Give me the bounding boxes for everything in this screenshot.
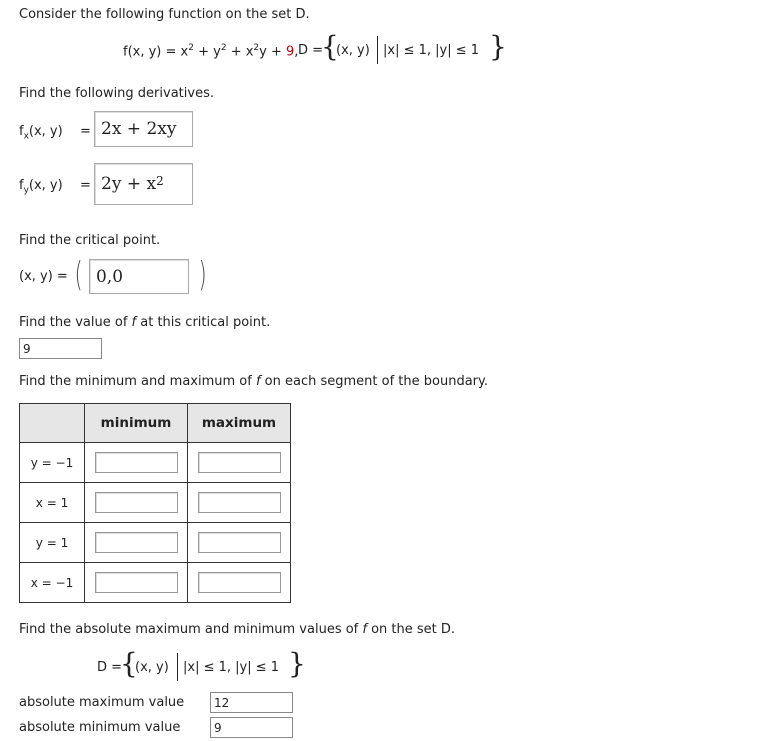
absolute-prompt bbox=[19, 622, 455, 637]
critical-label: (x, y) = bbox=[19, 269, 68, 284]
header-empty bbox=[20, 404, 85, 443]
set2-label: D = bbox=[97, 660, 123, 675]
term-x: x bbox=[180, 44, 189, 60]
fy-equals: = bbox=[80, 178, 91, 193]
fx-f: f bbox=[19, 124, 24, 139]
exp-2: 2 bbox=[220, 43, 227, 53]
fy-answer-base: 2y + x bbox=[101, 174, 157, 194]
table-row bbox=[20, 563, 291, 603]
min-cell-y-neg1 bbox=[85, 443, 188, 483]
header-minimum: minimum bbox=[85, 404, 188, 443]
abs-max-label: absolute maximum value bbox=[19, 695, 185, 710]
value-prompt-post: at this critical point. bbox=[136, 315, 271, 330]
left-brace: { bbox=[321, 30, 339, 63]
header-maximum: maximum bbox=[188, 404, 291, 443]
fx-label bbox=[19, 124, 63, 142]
max-input-y-neg1[interactable] bbox=[198, 452, 281, 473]
value-prompt-pre: Find the value of bbox=[19, 315, 132, 330]
function-definition bbox=[123, 43, 298, 59]
fx-equals: = bbox=[80, 124, 91, 139]
term-x2: + x bbox=[226, 44, 254, 60]
set2-right-brace: } bbox=[288, 647, 306, 680]
fy-label bbox=[19, 178, 63, 196]
max-input-x-neg1[interactable] bbox=[198, 572, 281, 593]
boundary-prompt-pre: Find the minimum and maximum of bbox=[19, 374, 256, 389]
min-cell-y-1 bbox=[85, 523, 188, 563]
set2-left-brace: { bbox=[120, 647, 138, 680]
exp-3: 2 bbox=[253, 43, 260, 53]
value-prompt bbox=[19, 315, 270, 330]
term-y: + y bbox=[193, 44, 221, 60]
set-definition bbox=[298, 43, 323, 58]
table-header-row bbox=[20, 404, 291, 443]
max-input-y-1[interactable] bbox=[198, 532, 281, 553]
right-paren: ) bbox=[198, 255, 207, 295]
set2-condition: |x| ≤ 1, |y| ≤ 1 bbox=[183, 660, 280, 675]
set2-divider bbox=[177, 653, 178, 681]
comma: , bbox=[294, 44, 299, 60]
right-brace: } bbox=[489, 30, 507, 63]
abs-min-input[interactable]: 9 bbox=[210, 717, 293, 738]
fy-args: (x, y) bbox=[28, 178, 63, 193]
set-condition: |x| ≤ 1, |y| ≤ 1 bbox=[383, 43, 480, 58]
left-paren: ( bbox=[74, 255, 83, 295]
absolute-prompt-pre: Find the absolute maximum and minimum values of bbox=[19, 622, 363, 637]
critical-answer-input[interactable]: 0,0 bbox=[89, 259, 189, 294]
row-label-y-neg1: y = −1 bbox=[20, 443, 85, 483]
set-body: (x, y) bbox=[336, 43, 370, 58]
table-row bbox=[20, 523, 291, 563]
row-label-x-neg1: x = −1 bbox=[20, 563, 85, 603]
term-y-plus: y + bbox=[259, 44, 287, 60]
value-answer-input[interactable]: 9 bbox=[19, 338, 102, 359]
function-constant: 9 bbox=[286, 44, 295, 60]
exp-1: 2 bbox=[188, 43, 194, 53]
fy-sub: y bbox=[23, 185, 29, 196]
set-divider bbox=[377, 36, 378, 64]
min-cell-x-neg1 bbox=[85, 563, 188, 603]
max-cell-x-1 bbox=[188, 483, 291, 523]
fy-f: f bbox=[19, 178, 24, 193]
derivatives-prompt: Find the following derivatives. bbox=[19, 86, 214, 101]
function-lhs: f(x, y) = bbox=[123, 44, 181, 60]
set2-body: (x, y) bbox=[135, 660, 169, 675]
boundary-table bbox=[19, 403, 291, 603]
min-input-x-neg1[interactable] bbox=[95, 572, 178, 593]
value-prompt-f: f bbox=[131, 315, 137, 330]
max-cell-y-neg1 bbox=[188, 443, 291, 483]
table-row bbox=[20, 483, 291, 523]
fy-answer-input[interactable] bbox=[94, 163, 193, 205]
abs-max-input[interactable]: 12 bbox=[210, 692, 293, 713]
min-input-y-1[interactable] bbox=[95, 532, 178, 553]
fy-answer-exp: 2 bbox=[156, 174, 164, 188]
table-row bbox=[20, 443, 291, 483]
row-label-y-1: y = 1 bbox=[20, 523, 85, 563]
row-label-x-1: x = 1 bbox=[20, 483, 85, 523]
set-label: D = bbox=[298, 43, 324, 58]
max-input-x-1[interactable] bbox=[198, 492, 281, 513]
boundary-prompt bbox=[19, 374, 488, 389]
boundary-prompt-f: f bbox=[255, 374, 261, 389]
fx-args: (x, y) bbox=[28, 124, 63, 139]
max-cell-x-neg1 bbox=[188, 563, 291, 603]
max-cell-y-1 bbox=[188, 523, 291, 563]
absolute-prompt-f: f bbox=[362, 622, 367, 637]
critical-prompt: Find the critical point. bbox=[19, 233, 161, 248]
boundary-prompt-post: on each segment of the boundary. bbox=[260, 374, 488, 389]
fx-sub: x bbox=[23, 131, 29, 142]
fx-answer-input[interactable]: 2x + 2xy bbox=[94, 111, 193, 147]
abs-min-label: absolute minimum value bbox=[19, 720, 181, 735]
intro-text: Consider the following function on the set D. bbox=[19, 7, 310, 22]
min-input-y-neg1[interactable] bbox=[95, 452, 178, 473]
min-input-x-1[interactable] bbox=[95, 492, 178, 513]
absolute-prompt-post: on the set D. bbox=[366, 622, 456, 637]
min-cell-x-1 bbox=[85, 483, 188, 523]
